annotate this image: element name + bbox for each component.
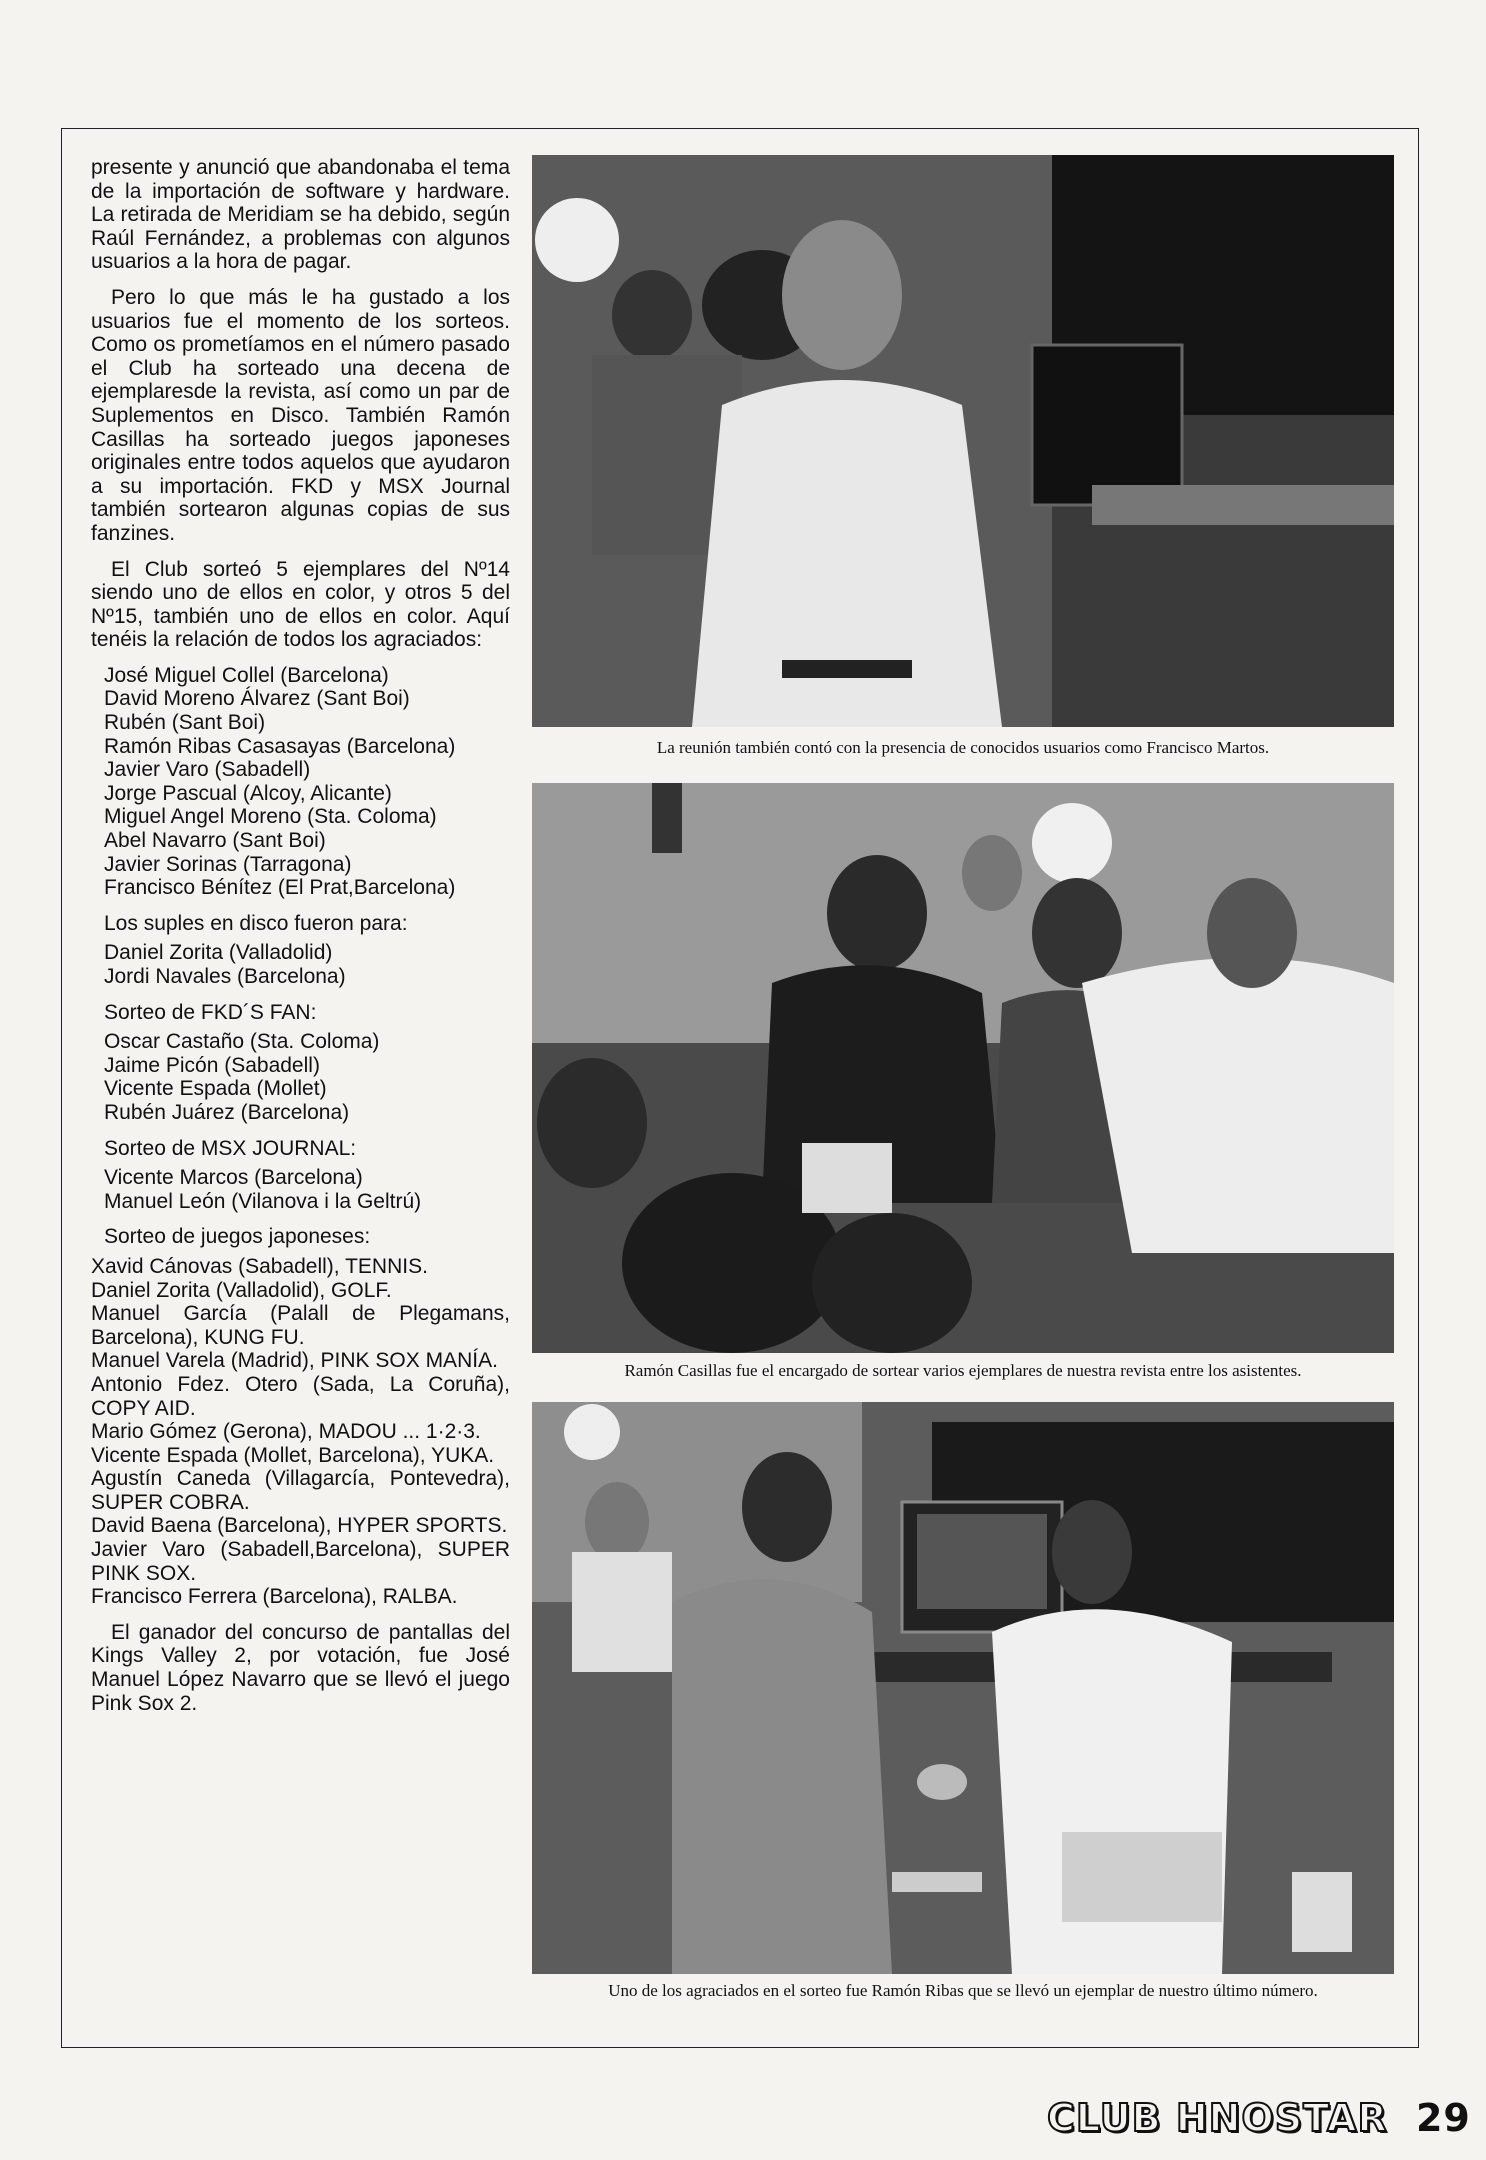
caption-photo-1: La reunión también contó con la presencia de conocidos usuarios como Francisco Martos. xyxy=(656,738,1270,757)
paragraph-2: Pero lo que más le ha gustado a los usuarios fue el momento de los sorteos. Como os prometíamos en el número pasado el Club ha sorteado una decena de ejemplaresde la revista, así como un par de Suplementos en Disco. También Ramón Casillas ha sorteado juegos japoneses originales entre todos aquelos que ayudaron a su importación. FKD y MSX Journal también sortearon algunas copias de sus fanzines. xyxy=(91,285,510,545)
paragraph-3: El Club sorteó 5 ejemplares del Nº14 siendo uno de ellos en color, y otros 5 del Nº15, también uno de ellos en color. Aquí tenéis la relación de todos los agraciados: xyxy=(91,557,510,652)
list-item: Francisco Bénítez (El Prat,Barcelona) xyxy=(104,876,456,900)
suples-list xyxy=(91,941,510,988)
list-item: Mario Gómez (Gerona), MADOU ... 1·2·3. xyxy=(91,1420,481,1444)
list-item: Daniel Zorita (Valladolid) xyxy=(104,941,333,965)
list-item: Francisco Ferrera (Barcelona), RALBA. xyxy=(91,1585,458,1609)
list-item: Javier Varo (Sabadell,Barcelona), SUPER PINK SOX. xyxy=(91,1538,510,1585)
list-item: Abel Navarro (Sant Boi) xyxy=(104,829,326,853)
list-item: David Baena (Barcelona), HYPER SPORTS. xyxy=(91,1514,508,1538)
article-column xyxy=(91,156,510,1727)
list-item: Rubén Juárez (Barcelona) xyxy=(104,1100,350,1124)
caption-photo-3: Uno de los agraciados en el sorteo fue Ramón Ribas que se llevó un ejemplar de nuestro último número. xyxy=(608,1981,1318,2000)
msx-heading: Sorteo de MSX JOURNAL: xyxy=(104,1136,357,1160)
winners-list xyxy=(91,664,510,900)
page-number: 29 xyxy=(1415,2096,1471,2140)
list-item: Manuel León (Vilanova i la Geltrú) xyxy=(104,1189,422,1213)
list-item: David Moreno Álvarez (Sant Boi) xyxy=(104,687,410,711)
paragraph-1: presente y anunció que abandonaba el tema de la importación de software y hardware. La retirada de Meridiam se ha debido, según Raúl Fernández, a problemas con algunos usuarios a la hora de pagar. xyxy=(91,156,510,274)
fkd-list xyxy=(91,1030,510,1124)
list-item: Miguel Angel Moreno (Sta. Coloma) xyxy=(104,805,437,829)
list-item: Agustín Caneda (Villagarcía, Pontevedra), SUPER COBRA. xyxy=(91,1467,510,1514)
list-item: Jaime Picón (Sabadell) xyxy=(104,1053,320,1077)
list-item: Vicente Marcos (Barcelona) xyxy=(104,1166,363,1190)
list-item: Vicente Espada (Mollet, Barcelona), YUKA. xyxy=(91,1443,495,1467)
list-item: Rubén (Sant Boi) xyxy=(104,711,266,735)
photo-handshake xyxy=(532,1402,1394,1974)
photo-meeting xyxy=(532,155,1394,727)
list-item: Jorge Pascual (Alcoy, Alicante) xyxy=(104,781,392,805)
logo-club: CLUB xyxy=(1047,2096,1162,2140)
list-item: Javier Sorinas (Tarragona) xyxy=(104,852,352,876)
fkd-heading: Sorteo de FKD´S FAN: xyxy=(104,1000,317,1024)
juegos-list xyxy=(91,1255,510,1609)
list-item: Jordi Navales (Barcelona) xyxy=(104,965,346,988)
list-item: José Miguel Collel (Barcelona) xyxy=(104,663,389,687)
list-item: Javier Varo (Sabadell) xyxy=(104,758,311,782)
magazine-logo xyxy=(1047,2096,1471,2146)
msx-list xyxy=(91,1166,510,1213)
list-item: Vicente Espada (Mollet) xyxy=(104,1077,327,1101)
list-item: Manuel García (Palall de Plegamans, Barcelona), KUNG FU. xyxy=(91,1302,510,1349)
photo-raffle xyxy=(532,783,1394,1353)
suples-heading: Los suples en disco fueron para: xyxy=(104,911,408,935)
list-item: Antonio Fdez. Otero (Sada, La Coruña), COPY AID. xyxy=(91,1372,510,1420)
closing-paragraph: El ganador del concurso de pantallas del Kings Valley 2, por votación, fue José Manuel López Navarro que se llevó el juego Pink Sox 2. xyxy=(91,1620,510,1715)
list-item: Xavid Cánovas (Sabadell), TENNIS. xyxy=(91,1254,428,1278)
list-item: Daniel Zorita (Valladolid), GOLF. xyxy=(91,1278,392,1302)
list-item: Manuel Varela (Madrid), PINK SOX MANÍA. xyxy=(91,1349,498,1373)
juegos-heading: Sorteo de juegos japoneses: xyxy=(104,1225,371,1249)
list-item: Oscar Castaño (Sta. Coloma) xyxy=(104,1030,380,1054)
list-item: Ramón Ribas Casasayas (Barcelona) xyxy=(104,734,456,758)
caption-photo-2: Ramón Casillas fue el encargado de sortear varios ejemplares de nuestra revista entre los asistentes. xyxy=(624,1361,1302,1380)
logo-hnostar: HNOSTAR xyxy=(1175,2096,1388,2140)
